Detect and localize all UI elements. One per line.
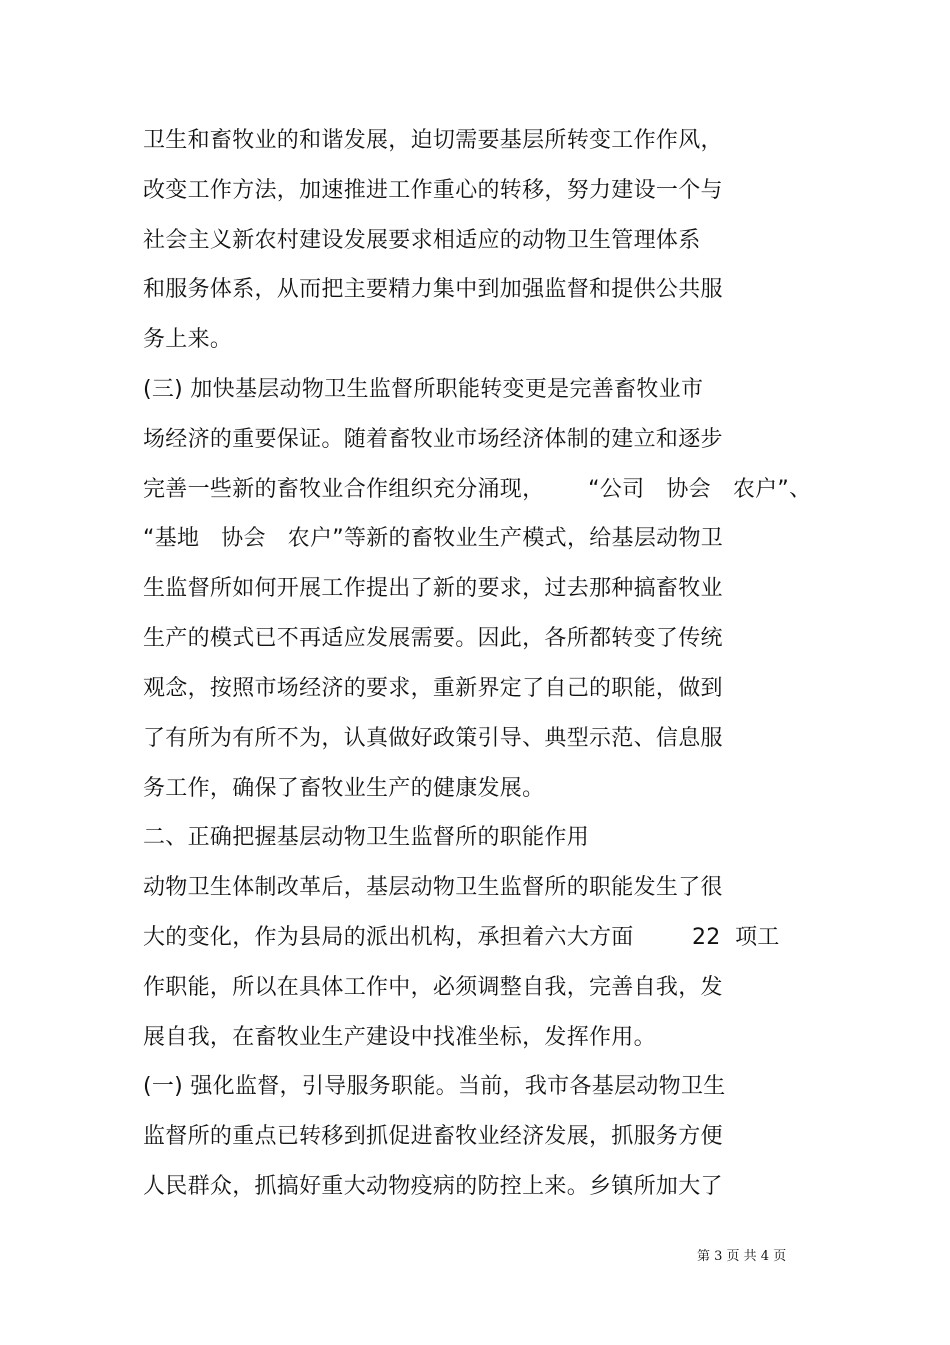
body-line: 社会主义新农村建设发展要求相适应的动物卫生管理体系 [143,228,701,253]
body-line: 动物卫生体制改革后，基层动物卫生监督所的职能发生了很 [143,875,723,900]
body-line: 务上来。 [143,327,233,352]
body-line: 和服务体系，从而把主要精力集中到加强监督和提供公共服 [143,277,723,302]
section-heading-1: (一) 强化监督，引导服务职能。当前，我市各基层动物卫生 [143,1074,726,1099]
body-line: 人民群众，抓搞好重大动物疫病的防控上来。乡镇所加大了 [143,1174,723,1199]
page-number-footer: 第 3 页 共 4 页 [697,1249,787,1264]
body-line: 观念，按照市场经济的要求，重新界定了自己的职能，做到 [143,676,723,701]
body-line: 了有所为有所不为，认真做好政策引导、典型示范、信息服 [143,726,723,751]
section-heading-3: (三) 加快基层动物卫生监督所职能转变更是完善畜牧业市 [143,377,704,402]
chapter-heading-2: 二、正确把握基层动物卫生监督所的职能作用 [143,825,590,850]
body-line: 场经济的重要保证。随着畜牧业市场经济体制的建立和逐步 [143,427,723,452]
body-line: “基地 协会 农户”等新的畜牧业生产模式，给基层动物卫 [143,526,724,551]
body-line: 生监督所如何开展工作提出了新的要求，过去那种搞畜牧业 [143,576,723,601]
body-line: 展自我，在畜牧业生产建设中找准坐标，发挥作用。 [143,1025,656,1050]
body-line: 生产的模式已不再适应发展需要。因此，各所都转变了传统 [143,626,723,651]
body-line: 完善一些新的畜牧业合作组织充分涌现， “公司 协会 农户”、 [143,477,812,502]
body-line: 大的变化，作为县局的派出机构，承担着六大方面 22 项工 [143,925,780,950]
body-line: 改变工作方法，加速推进工作重心的转移，努力建设一个与 [143,178,723,203]
body-line: 务工作，确保了畜牧业生产的健康发展。 [143,776,545,801]
body-line: 监督所的重点已转移到抓促进畜牧业经济发展，抓服务方便 [143,1124,723,1149]
body-line: 卫生和畜牧业的和谐发展，迫切需要基层所转变工作作风， [143,128,723,153]
body-line: 作职能，所以在具体工作中，必须调整自我，完善自我，发 [143,975,723,1000]
